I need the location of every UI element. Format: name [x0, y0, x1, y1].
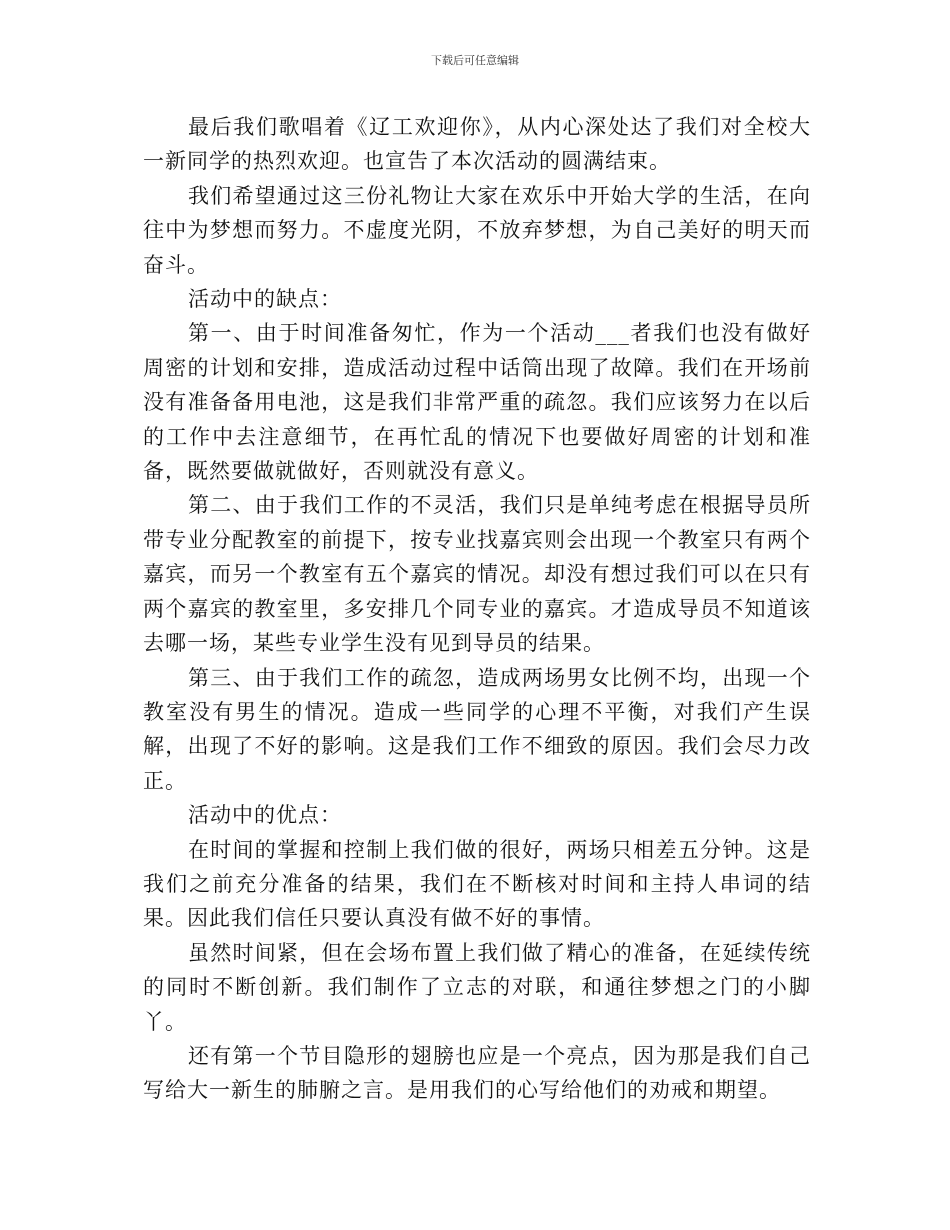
page-header-note: 下载后可任意编辑 [431, 54, 519, 67]
heading-shortcomings: 活动中的缺点： [188, 287, 342, 312]
paragraph-strength-program: 还有第一个节目隐形的翅膀也应是一个亮点，因为那是我们自己写给大一新生的肺腑之言。是用我们的心写给他们的劝戒和期望。 [143, 1043, 811, 1103]
paragraph-shortcoming-two: 第二、由于我们工作的不灵活，我们只是单纯考虑在根据导员所带专业分配教室的前提下，按专业找嘉宾则会出现一个教室只有两个嘉宾，而另一个教室有五个嘉宾的情况。却没有想过我们可以在只有两个嘉宾的教室里，多安排几个同专业的嘉宾。才造成导员不知道该去哪一场，某些专业学生没有见到导员的结果。 [143, 493, 811, 656]
heading-strengths: 活动中的优点： [188, 803, 342, 828]
paragraph-shortcoming-one: 第一、由于时间准备匆忙，作为一个活动___者我们也没有做好周密的计划和安排，造成活动过程中话筒出现了故障。我们在开场前没有准备备用电池，这是我们非常严重的疏忽。我们应该努力在以后的工作中去注意细节，在再忙乱的情况下也要做好周密的计划和准备，既然要做就做好，否则就没有意义。 [143, 321, 811, 484]
paragraph-shortcoming-three: 第三、由于我们工作的疏忽，造成两场男女比例不均，出现一个教室没有男生的情况。造成一些同学的心理不平衡，对我们产生误解，出现了不好的影响。这是我们工作不细致的原因。我们会尽力改正。 [143, 665, 811, 793]
document-body [143, 110, 811, 1108]
paragraph-gifts-hope: 我们希望通过这三份礼物让大家在欢乐中开始大学的生活，在向往中为梦想而努力。不虚度光阴，不放弃梦想，为自己美好的明天而奋斗。 [143, 183, 811, 277]
paragraph-strength-time: 在时间的掌握和控制上我们做的很好，两场只相差五分钟。这是我们之前充分准备的结果，我们在不断核对时间和主持人串词的结果。因此我们信任只要认真没有做不好的事情。 [143, 837, 811, 931]
paragraph-strength-venue: 虽然时间紧，但在会场布置上我们做了精心的准备，在延续传统的同时不断创新。我们制作了立志的对联，和通往梦想之门的小脚丫。 [143, 940, 811, 1034]
paragraph-closing-song: 最后我们歌唱着《辽工欢迎你》，从内心深处达了我们对全校大一新同学的热烈欢迎。也宣告了本次活动的圆满结束。 [143, 115, 811, 174]
